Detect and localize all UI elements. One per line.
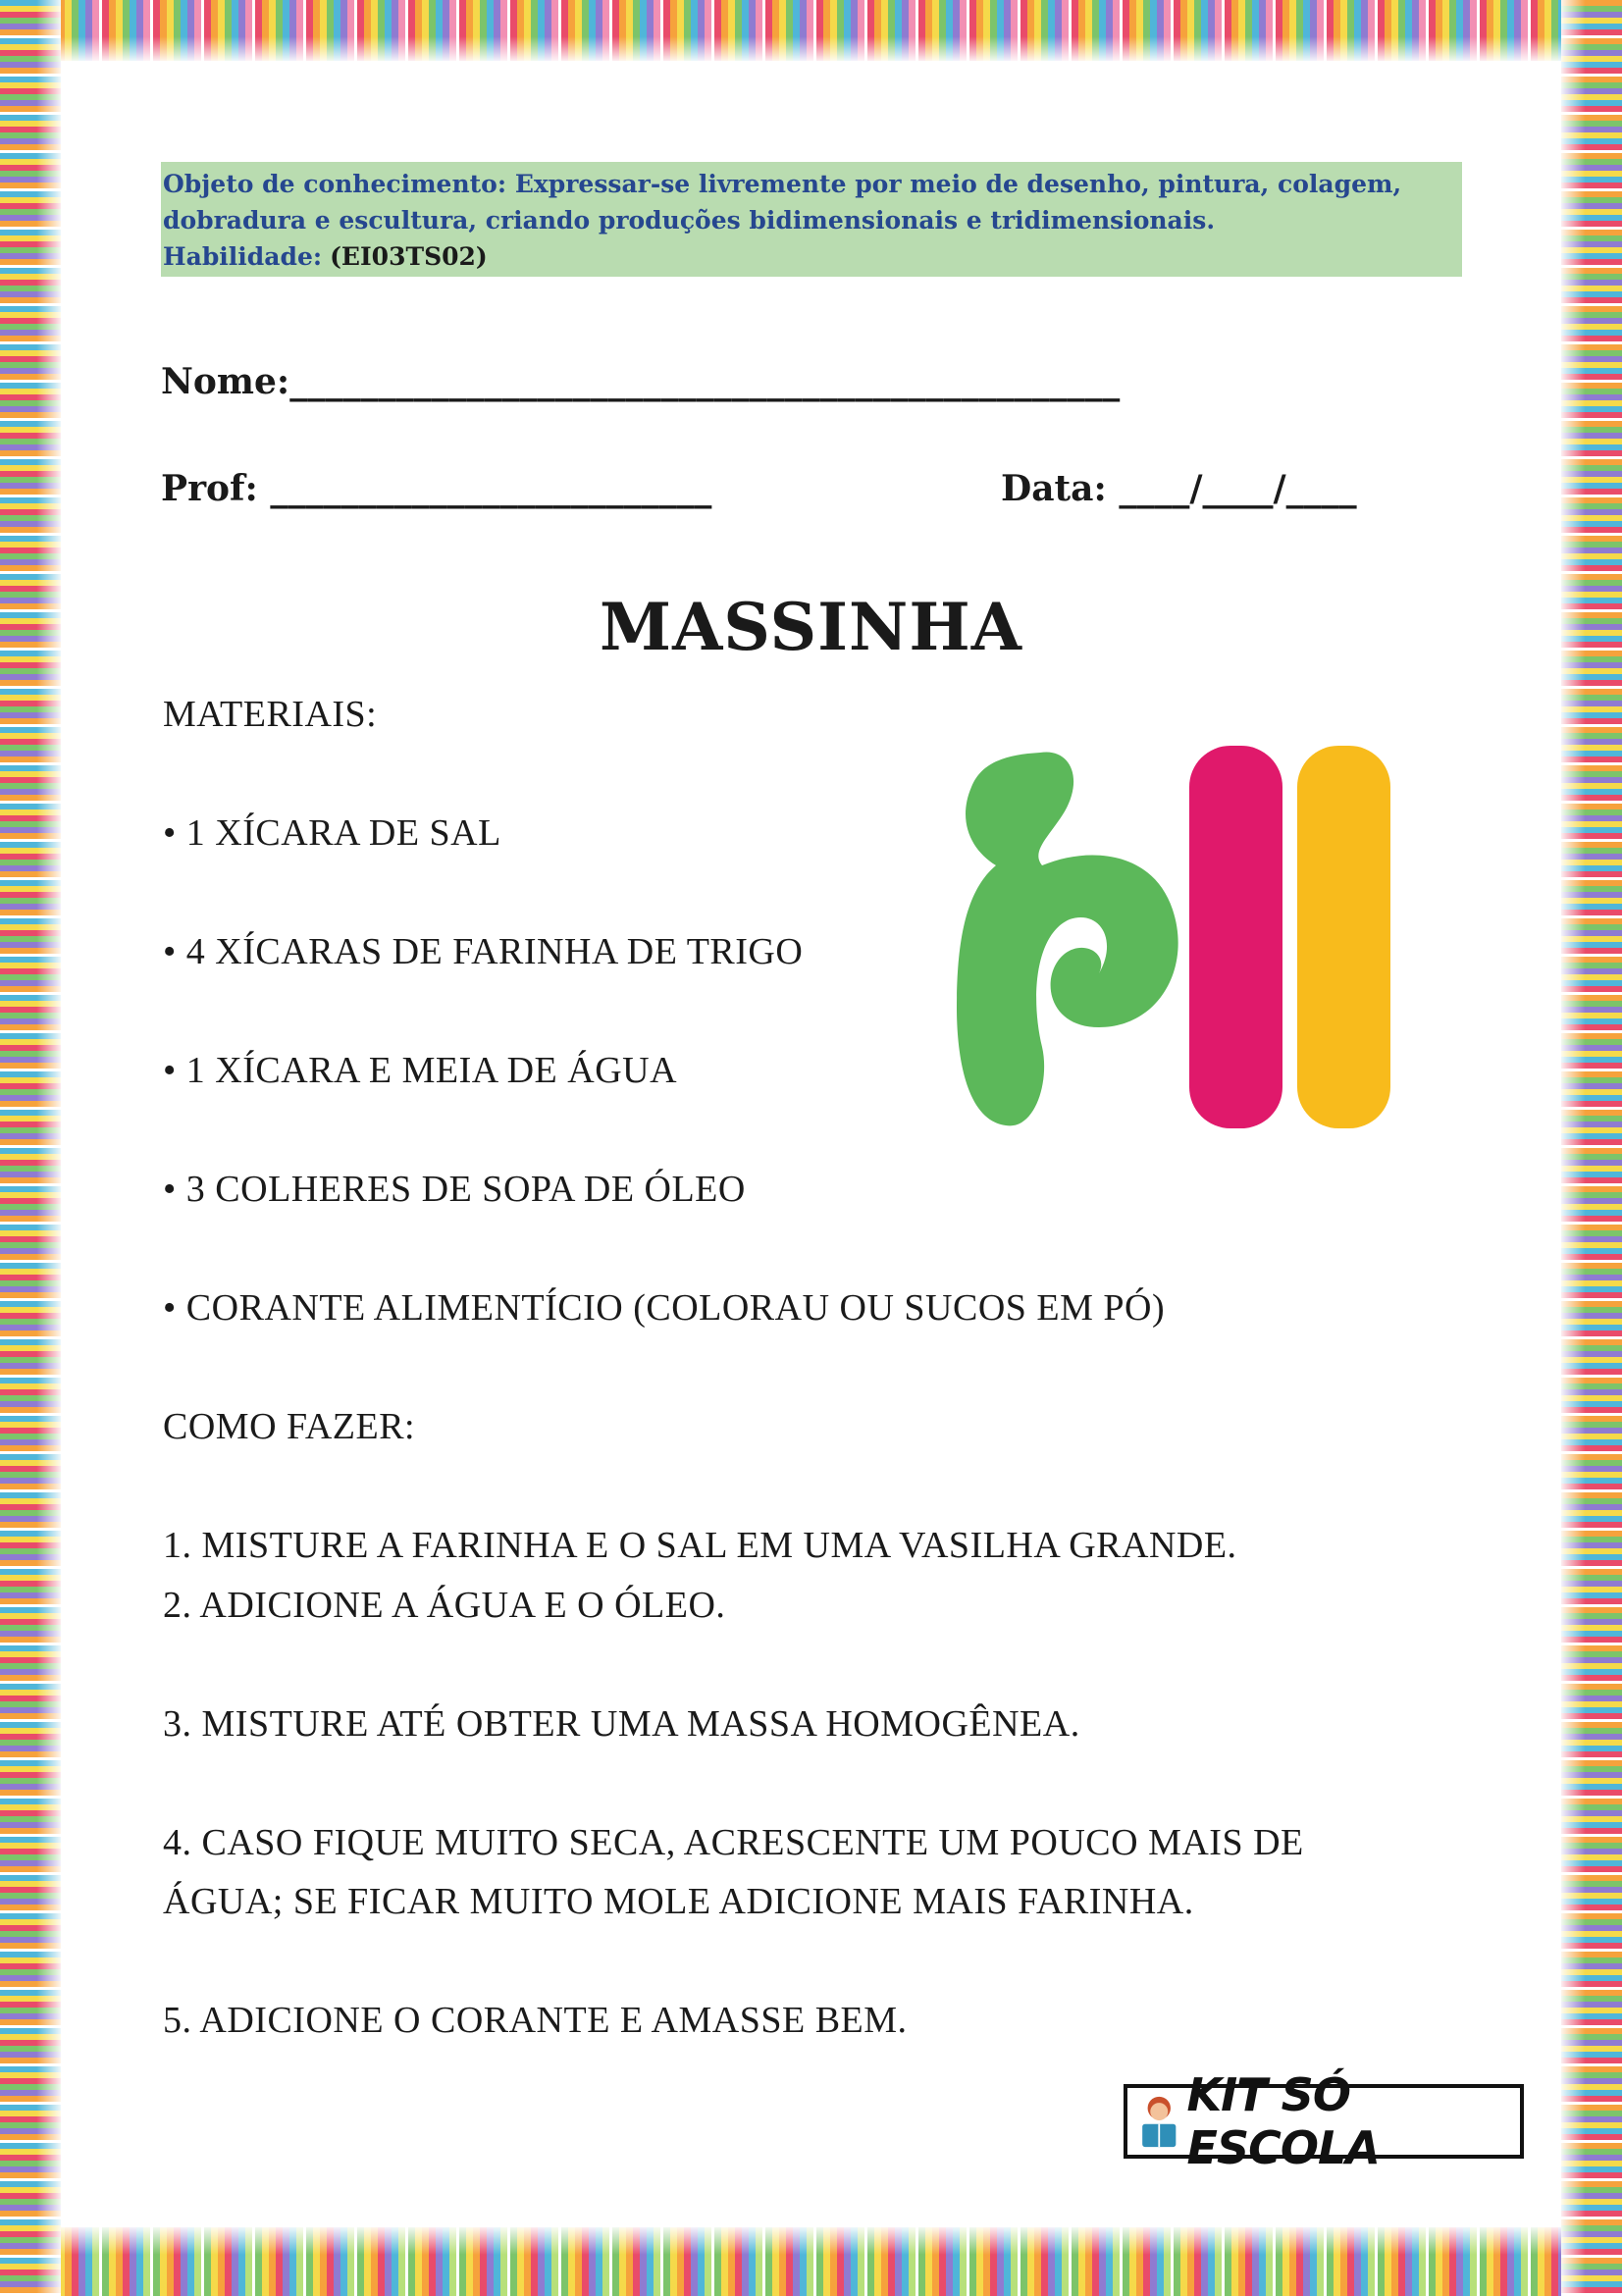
step-line: 3. MISTURE ATÉ OBTER UMA MASSA HOMOGÊNEA. — [163, 1703, 1080, 1745]
yellow-dough-icon — [1297, 746, 1390, 1128]
skill-code: (EI03TS02) — [330, 242, 488, 271]
pencil-border-left — [0, 0, 61, 2296]
play-dough-illustration — [952, 743, 1403, 1130]
pencil-border-bottom — [0, 2227, 1622, 2296]
pink-dough-icon — [1189, 746, 1282, 1128]
prof-field[interactable]: Prof: _________________________ — [161, 468, 712, 509]
objective-label: Objeto de conhecimento: — [163, 170, 507, 198]
page-title: MASSINHA — [600, 589, 1022, 665]
date-field[interactable]: Data: ____/____/____ — [1001, 468, 1357, 509]
step-line: 2. ADICIONE A ÁGUA E O ÓLEO. — [163, 1585, 726, 1626]
name-field[interactable]: Nome:_______________________________________________ — [161, 361, 1121, 402]
objective-box — [161, 162, 1462, 277]
objective-text: Expressar-se livremente por meio de desenho, pintura, colagem, dobradura e escultura, criando produções bidimensionais e tridimensionais. — [163, 170, 1402, 235]
material-item: • 4 XÍCARAS DE FARINHA DE TRIGO — [163, 931, 804, 972]
pencil-border-right — [1561, 0, 1622, 2296]
step-line: 5. ADICIONE O CORANTE E AMASSE BEM. — [163, 2000, 908, 2041]
material-item: • 1 XÍCARA DE SAL — [163, 812, 501, 854]
material-item: • 3 COLHERES DE SOPA DE ÓLEO — [163, 1169, 746, 1210]
material-item: • 1 XÍCARA E MEIA DE ÁGUA — [163, 1050, 678, 1091]
step-line: ÁGUA; SE FICAR MUITO MOLE ADICIONE MAIS FARINHA. — [163, 1881, 1194, 1922]
green-dough-icon — [957, 752, 1178, 1125]
brand-name: KIT SÓ ESCOLA — [1186, 2068, 1380, 2174]
pencil-border-top — [0, 0, 1622, 61]
student-reading-icon — [1135, 2091, 1183, 2152]
materials-heading: MATERIAIS: — [163, 694, 378, 735]
material-item: • CORANTE ALIMENTÍCIO (COLORAU OU SUCOS EM PÓ) — [163, 1287, 1166, 1329]
skill-label: Habilidade: — [163, 242, 323, 271]
step-line: 4. CASO FIQUE MUITO SECA, ACRESCENTE UM POUCO MAIS DE — [163, 1822, 1304, 1863]
brand-badge — [1124, 2068, 1524, 2174]
step-line: 1. MISTURE A FARINHA E O SAL EM UMA VASILHA GRANDE. — [163, 1525, 1237, 1566]
steps-heading: COMO FAZER: — [163, 1406, 416, 1447]
